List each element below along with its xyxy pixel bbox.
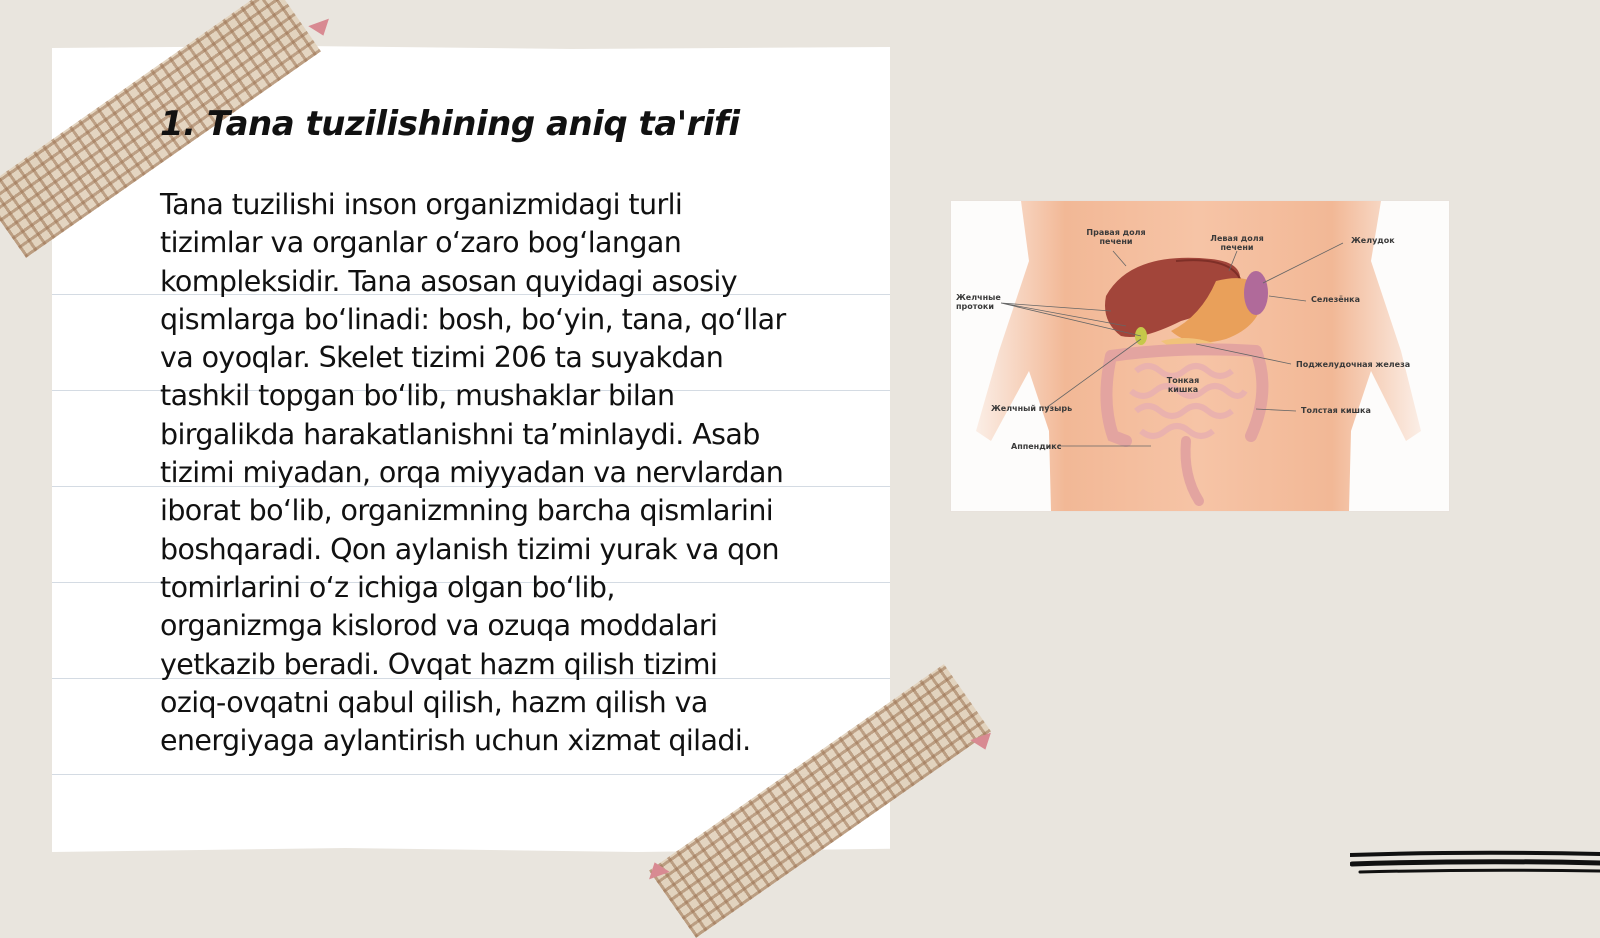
label-spleen: Селезёнка bbox=[1311, 295, 1361, 304]
body-line: tashkil topgan bo‘lib, mushaklar bilan bbox=[160, 379, 675, 413]
body-line: yetkazib beradi. Ovqat hazm qilish tizimi bbox=[160, 647, 718, 681]
label-appendix: Аппендикс bbox=[1011, 442, 1062, 451]
body-line: tomirlarini o‘z ichiga olgan bo‘lib, bbox=[160, 570, 615, 604]
body-line: qismlarga bo‘linadi: bosh, bo‘yin, tana, qo‘llar bbox=[160, 302, 786, 336]
anatomy-illustration bbox=[950, 200, 1450, 512]
spleen-shape bbox=[1244, 271, 1268, 315]
digestive-organs-diagram bbox=[951, 201, 1449, 511]
brush-stroke-lines bbox=[1350, 850, 1600, 900]
body-line: Tana tuzilishi inson organizmidagi turli bbox=[160, 188, 683, 221]
ruled-line bbox=[52, 774, 890, 775]
label-bile-ducts: Желчные протоки bbox=[956, 293, 1001, 311]
body-line: tizimi miyadan, orqa miyyadan va nervlardan bbox=[160, 456, 784, 490]
torso-shape bbox=[976, 201, 1421, 511]
label-right-lobe: Правая доля печени bbox=[1086, 228, 1146, 246]
body-line: energiyaga aylantirish uchun xizmat qiladi. bbox=[160, 724, 751, 758]
body-line: birgalikda harakatlanishni ta’minlaydi. Asab bbox=[160, 417, 760, 451]
body-line: boshqaradi. Qon aylanish tizimi yurak va qon bbox=[160, 532, 779, 566]
body-line: va oyoqlar. Skelet tizimi 206 ta suyakdan bbox=[160, 341, 724, 375]
body-line: kompleksidir. Tana asosan quyidagi asosiy bbox=[160, 264, 738, 298]
label-stomach: Желудок bbox=[1351, 236, 1395, 245]
body-line: iborat bo‘lib, organizmning barcha qismlarini bbox=[160, 494, 774, 528]
label-left-lobe: Левая доля печени bbox=[1210, 234, 1264, 252]
label-gallbladder: Желчный пузырь bbox=[991, 404, 1073, 413]
body-line: tizimlar va organlar o‘zaro bog‘langan bbox=[160, 226, 682, 260]
body-paragraph bbox=[160, 186, 840, 760]
label-pancreas: Поджелудочная железа bbox=[1296, 360, 1411, 369]
body-line: organizmga kislorod va ozuqa moddalari bbox=[160, 609, 718, 643]
label-small-intestine: Тонкая кишка bbox=[1166, 376, 1200, 394]
label-large-intestine: Толстая кишка bbox=[1301, 406, 1371, 415]
tape-tip-top bbox=[308, 19, 333, 40]
body-line: oziq-ovqatni qabul qilish, hazm qilish va bbox=[160, 685, 708, 719]
slide-title: 1. Tana tuzilishining aniq ta'rifi bbox=[160, 104, 740, 144]
